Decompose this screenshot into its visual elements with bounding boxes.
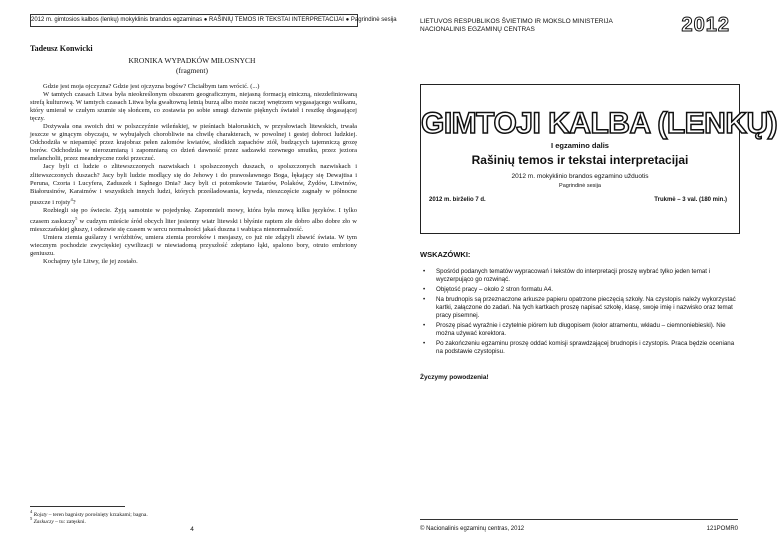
page-number: 4 [190, 526, 194, 533]
list-item [420, 340, 738, 356]
author-name: Tadeusz Konwicki [30, 44, 93, 53]
paragraph: Gdzie jest moja ojczyzna? Gdzie jest ojczyzna bogów? Chciałbym tam wrócić. (...) [43, 83, 260, 90]
footnote-ref: 5 [75, 215, 78, 221]
paragraph [30, 163, 357, 206]
bullet-icon: • [423, 296, 426, 303]
instructions-list [420, 268, 738, 358]
footnote-divider [30, 506, 125, 507]
paragraph: Umiera ziemia guślarzy i wróżbitów, umiera ziemia proroków i mesjaszy, co już nie zdążyli zbawić świata. W tym wiecznym pochodzie zwycięskiej cywilizacji w niewiadomą przyszłość zdeptano łąki, spalono bory, otruto embriony geniuszu. [30, 234, 357, 258]
year-mark: 2012 [681, 14, 730, 36]
paragraph: Dożywała ona swoich dni w polszczyźnie wileńskiej, w pieśniach białoruskich, w przysłowiach litewskich, trwała jeszcze w ginącym obyczaju, w wybujałych chorobliwie na chwilę charakterach, w powolnej i gestej dobroci ludzkiej. Odchodziła w niepamięć przez krajobraz pełen zalomów kwiatów, słodkich zapachów ziół, budzących tajemniczą grozę borów. Odchodziła w nierozumianą i zapomnianą co dzień dawność przez sadzawki rzewnego smutku, przez jeziora melancholii, przez meandryczne rzeki przeczuć. [30, 123, 357, 163]
paragraph: Kochajmy tyle Litwy, ile jej zostało. [43, 258, 138, 266]
right-page [384, 0, 777, 543]
paragraph-end: ? [72, 198, 76, 206]
paragraph [30, 207, 357, 234]
organization-line: LIETUVOS RESPUBLIKOS ŠVIETIMO IR MOKSLO MINISTERIJA [420, 18, 613, 25]
list-item [420, 296, 738, 320]
session: Pagrindinė sesija [559, 183, 601, 189]
instruction-text: Proszę pisać wyraźnie i czytelnie piórem lub długopisem (kolor atramentu, wkładu – ciemnoniebieski). Nie można używać korektora. [436, 322, 726, 337]
instruction-text: Na brudnopis są przeznaczone arkusze papieru opatrzone pieczęcią szkoły. Na czystopis należy wykorzystać kartki, załączone do zadań. Na tych kartkach proszę napisać szkołę, klasę, swoje imię i nazwisko oraz temat pracy pisemnej. [436, 296, 736, 319]
footnote-number: 4 [30, 509, 33, 514]
instruction-text: Spośród podanych tematów wypracowań i tekstów do interpretacji proszę wybrać tylko jeden temat i wyczerpująco go rozwinąć. [436, 268, 711, 283]
footnote-ref: 4 [70, 196, 73, 202]
footnote-text: – teren bagnisty porośnięty krzakami; bagna. [47, 511, 148, 518]
footer-divider [420, 519, 738, 520]
footnote-text: – tu: zatęskni. [53, 518, 86, 525]
paragraph: W tamtych czasach Litwa była nieokreślonym obszarem geograficznym, niejasną formacją etniczną, niezdefiniowaną strefą kulturową. W tamtych czasach Litwa była gwałtowną letnią burzą albo może raczej wnętrzem wygasającego wulkanu, który umierał w czułym szumie się słońcem, co zostawia po sobie smugi dziwnie pięknych świateł i resztkę dogasającej tęczy. [30, 91, 357, 123]
footnote-term: Rojsty [33, 511, 48, 518]
document-code: 121POMR0 [706, 526, 738, 532]
instruction-text: Objętość pracy – około 2 stron formatu A4. [436, 286, 553, 293]
story-text [30, 83, 357, 266]
instructions-heading: WSKAZÓWKI: [420, 250, 471, 259]
paragraph-text: w cudzym mieście śród obcych liter jesienny wiatr litewski i błyśnie raptem złe dobro albo dobre zło w mieszczańskiej głuszy, i odezwie się czasem w sercu normalności jakaś duszna i wabiąca nienormalność. [30, 218, 357, 234]
list-item [420, 322, 738, 338]
footnote [30, 516, 86, 525]
exam-line: 2012 m. mokyklinio brandos egzamino užduotis [511, 173, 649, 180]
copyright: © Nacionalinis egzaminų centras, 2012 [420, 526, 525, 532]
good-luck-text: Życzymy powodzenia! [420, 374, 489, 381]
instruction-text: Po zakończeniu egzaminu proszę oddać komisji sprawdzającej brudnopis i czystopis. Praca będzie oceniana na podstawie czystopisu. [436, 340, 735, 355]
title-box [420, 84, 777, 234]
section-title: Rašinių temos ir tekstai interpretacijai [471, 153, 689, 167]
paragraph-text: Rozbiegli się po świecie. Żyją samotnie w pojedynkę. Zapomnieli mowy, która była mową kilku języków. I tylko czasem zaskuczy [30, 206, 357, 226]
running-header: 2012 m. gimtosios kalbos (lenkų) mokyklinis brandos egzaminas ● RAŠINIŲ TEMOS IR TEKSTAI INTERPRETACIJAI ● Pagrindinė sesija [30, 14, 358, 27]
organization-line: NACIONALINIS EGZAMINŲ CENTRAS [420, 26, 535, 33]
story-title: KRONIKA WYPADKÓW MIŁOSNYCH [128, 56, 256, 65]
exam-part: I egzamino dalis [551, 141, 609, 150]
exam-date: 2012 m. birželio 7 d. [429, 197, 486, 203]
footnote-term: Zaskuczy [33, 518, 54, 525]
story-subtitle: (fragment) [175, 66, 209, 75]
bullet-icon: • [423, 322, 426, 329]
subject-title: GIMTOJI KALBA (LENKŲ) [421, 107, 777, 140]
organization [420, 18, 613, 34]
bullet-icon: • [423, 286, 426, 293]
bullet-icon: • [423, 268, 426, 275]
list-item [420, 268, 738, 284]
exam-duration: Trukmė – 3 val. (180 min.) [654, 197, 727, 203]
list-item [420, 286, 738, 294]
bullet-icon: • [423, 340, 426, 347]
paragraph-text: Jacy byli ci ludzie o zlitewszczonych nazwiskach i spolszczonych duszach, o spolszczonych nazwiskach i zlitewszczonych duszach? Jacy byli ludzie modlący się do Jehowy i do prawosławnego Boga, łękający się Dewajtisa i Peruna, Czorta i Lucyfera, Zaduszek i Sądnego Dnia? Jacy byli ci potomkowie Tatarów, Polaków, Żydów, Litwinów, Białorusinów, Karaimów i wszystkich innych ludzi, których prześladowania, krywda, nieszczęście zagnały w północne puszcze i rojsty [30, 163, 357, 206]
footnote-number: 5 [30, 516, 33, 521]
